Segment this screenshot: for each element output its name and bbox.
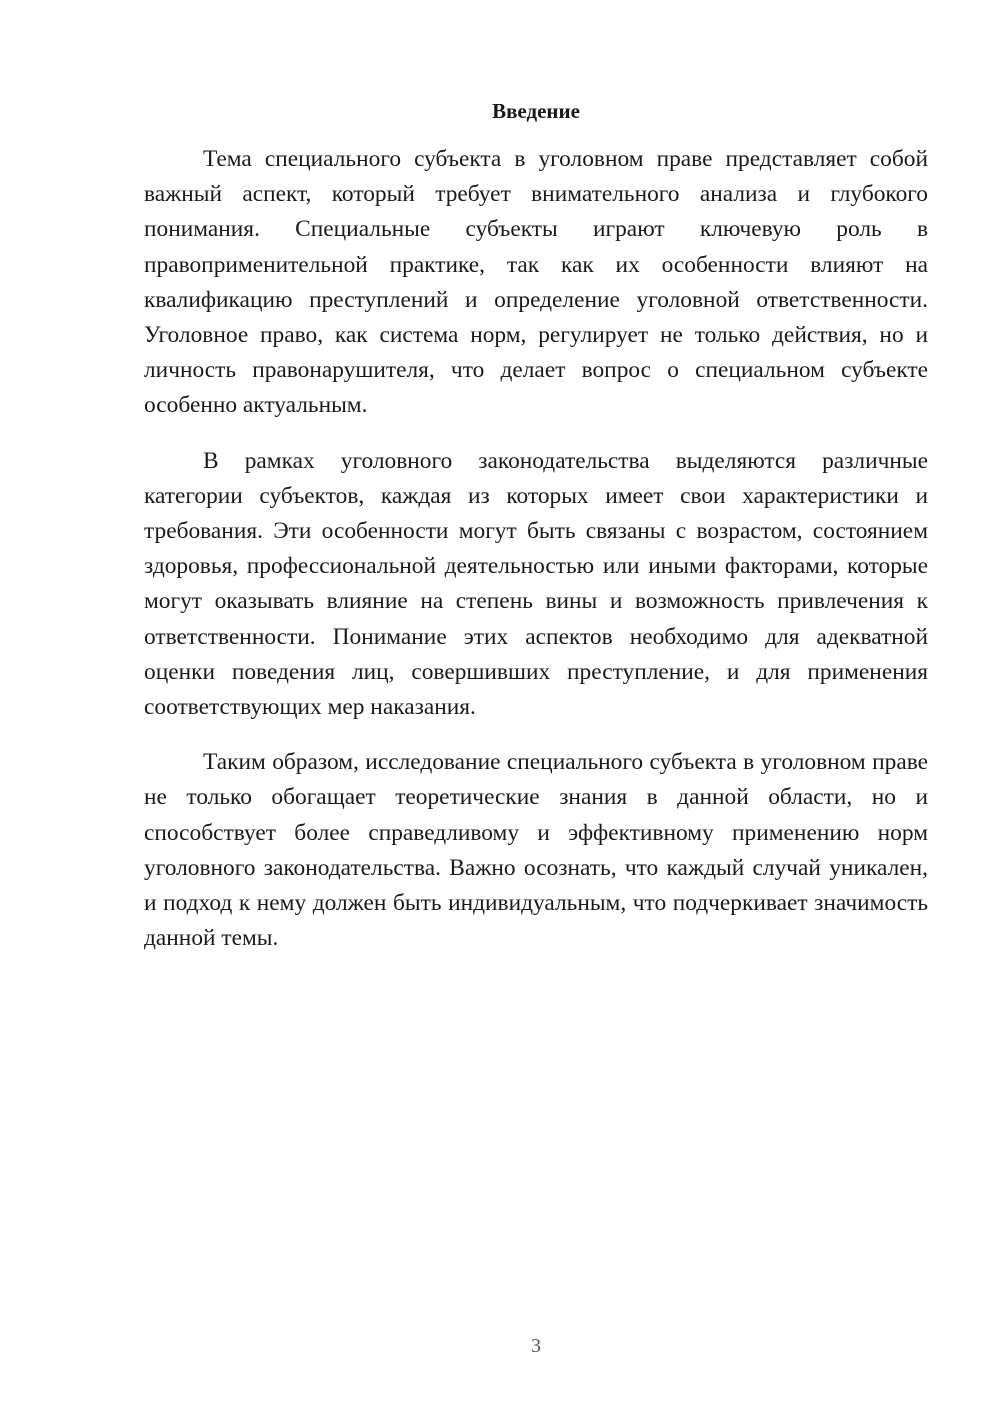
body-text [144,142,928,976]
paragraph-2: В рамках уголовного законодательства выделяются различные категории субъектов, каждая из которых имеет свои характеристики и требования. Эти особенности могут быть связаны с возрастом, состоянием здоровья, профессиональной деятельностью или иными факторами, которые могут оказывать влияние на степень вины и возможность привлечения к ответственности. Понимание этих аспектов необходимо для адекватной оценки поведения лиц, совершивших преступление, и для применения соответствующих мер наказания. [144,447,928,721]
section-heading: Введение [492,99,580,123]
paragraph-3: Таким образом, исследование специального субъекта в уголовном праве не только обогащает теоретические знания в данной области, но и способствует более справедливому и эффективному применению норм уголовного законодательства. Важно осознать, что каждый случай уникален, и подход к нему должен быть индивидуальным, что подчеркивает значимость данной темы. [144,749,928,952]
page-number: 3 [531,1335,541,1357]
paragraph-1: Тема специального субъекта в уголовном праве представляет собой важный аспект, который требует внимательного анализа и глубокого понимания. Специальные субъекты играют ключевую роль в правоприменительной практике, так как их особенности влияют на квалификацию преступлений и определение уголовной ответственности. Уголовное право, как система норм, регулирует не только действия, но и личность правонарушителя, что делает вопрос о специальном субъекте особенно актуальным. [144,146,928,419]
